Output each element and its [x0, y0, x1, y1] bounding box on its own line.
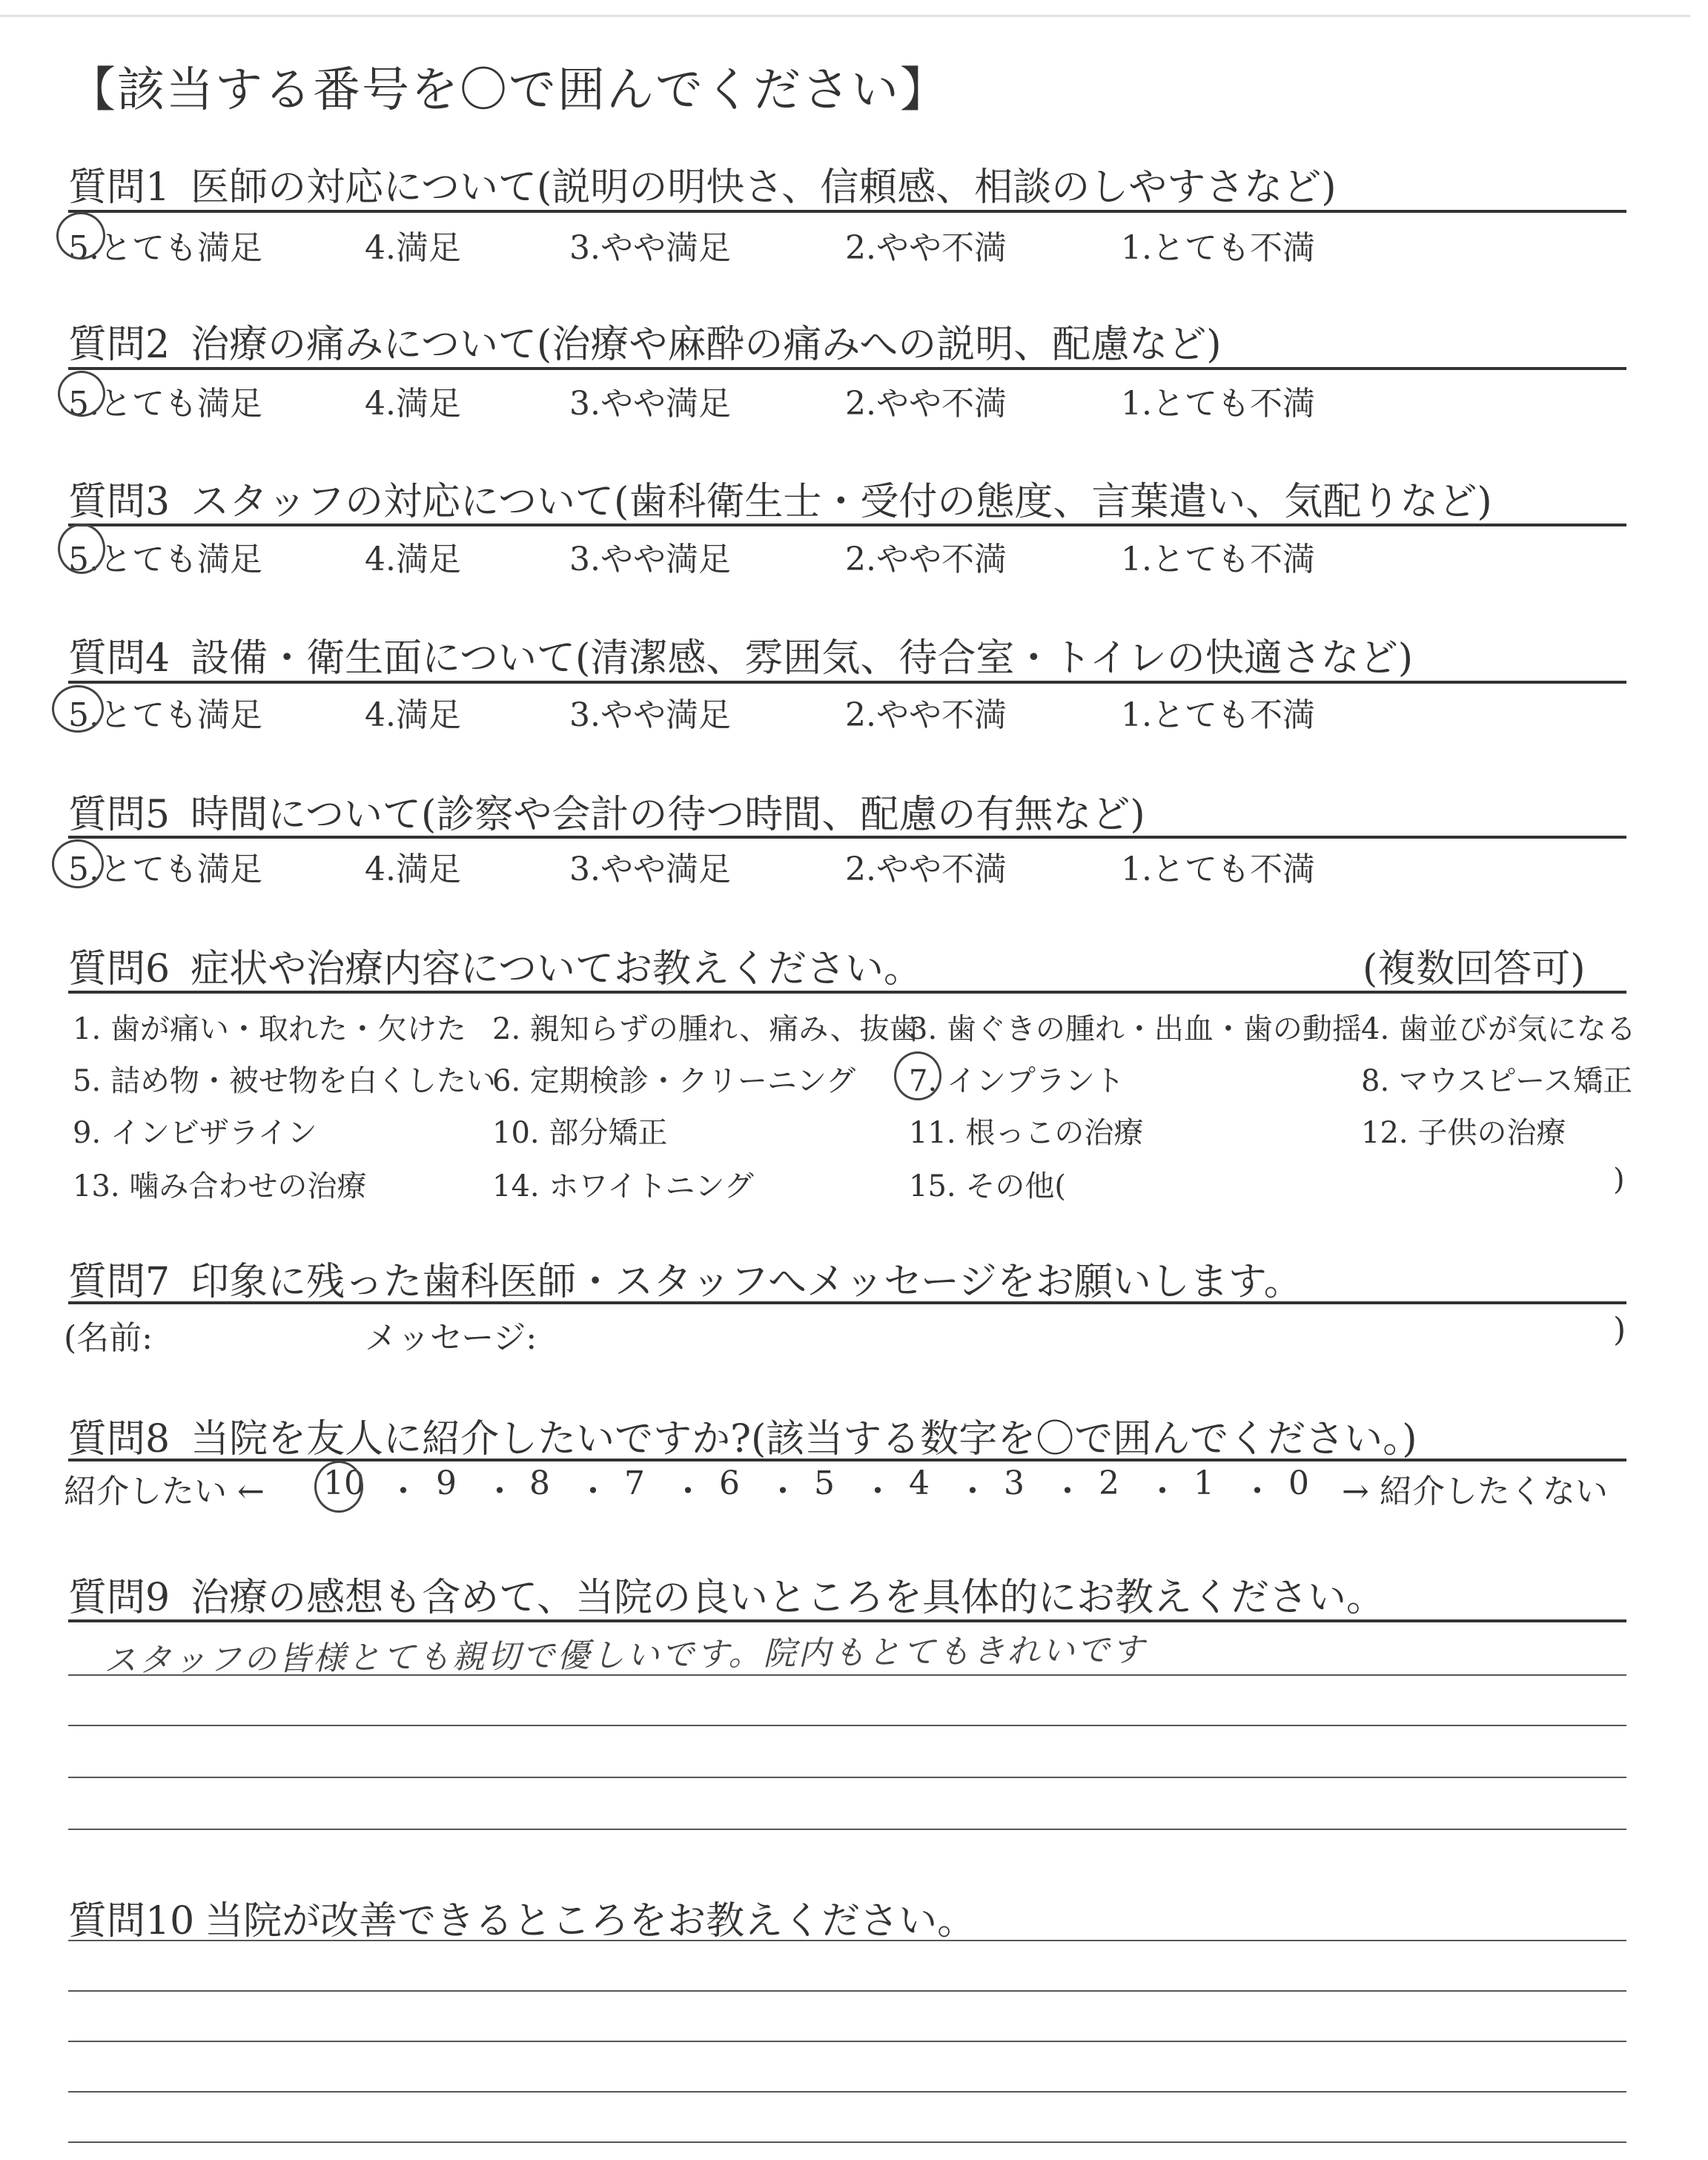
option-5[interactable]: 5.とても満足: [68, 696, 262, 734]
scale-dot: ・: [767, 1473, 799, 1510]
question-7: [68, 1250, 1302, 1306]
question-number: 質問4: [68, 636, 171, 681]
not-recommend-label: → 紹介したくない: [1342, 1473, 1608, 1510]
question-3: [68, 470, 1492, 526]
option-1[interactable]: 1.とても不満: [1121, 229, 1315, 267]
scale-dot: ・: [672, 1473, 704, 1510]
question-text: 治療の痛みについて(治療や麻酔の痛みへの説明、配慮など): [191, 323, 1222, 367]
question-number: 質問8: [68, 1417, 171, 1462]
writing-line: [68, 2091, 1626, 2093]
selection-circle: [894, 1051, 941, 1100]
option-5[interactable]: 5.とても満足: [68, 541, 262, 578]
scale-10[interactable]: 10: [323, 1464, 365, 1502]
scale-dot: ・: [483, 1473, 516, 1510]
question-text: 時間について(診察や会計の待つ時間、配慮の有無など): [191, 793, 1145, 837]
option-2[interactable]: 2.やや不満: [845, 229, 1007, 267]
option-implant[interactable]: 7. インプラント: [909, 1064, 1125, 1098]
scale-5[interactable]: 5: [814, 1464, 835, 1502]
scale-7[interactable]: 7: [624, 1464, 645, 1502]
divider: [68, 836, 1626, 839]
question-text: スタッフの対応について(歯科衛生士・受付の態度、言葉遣い、気配りなど): [191, 480, 1492, 524]
option-2[interactable]: 2.やや不満: [845, 385, 1007, 423]
divider: [68, 1301, 1626, 1304]
option-checkup[interactable]: 6. 定期検診・クリーニング: [492, 1064, 856, 1098]
option-mouthpiece[interactable]: 8. マウスピース矯正: [1361, 1064, 1633, 1098]
scale-8[interactable]: 8: [529, 1464, 550, 1502]
question-text: 医師の対応について(説明の明快さ、信頼感、相談のしやすさなど): [191, 165, 1337, 210]
divider: [68, 1459, 1626, 1462]
question-text: 設備・衛生面について(清潔感、雰囲気、待合室・トイレの快適さなど): [191, 636, 1414, 681]
question-number: 質問3: [68, 480, 171, 524]
page-title: 【該当する番号を〇で囲んでください】: [68, 63, 949, 118]
scan-edge: [0, 15, 1690, 17]
question-6: [68, 937, 922, 993]
question-number: 質問10: [68, 1899, 195, 1943]
question-2: [68, 313, 1222, 369]
selection-circle: [52, 685, 104, 733]
option-3[interactable]: 3.やや満足: [569, 229, 731, 267]
option-other-close: ): [1613, 1163, 1625, 1197]
scale-dot: ・: [1146, 1473, 1179, 1510]
writing-line: [68, 1777, 1626, 1778]
option-4[interactable]: 4.満足: [365, 851, 461, 888]
multiple-answers-note: (複数回答可): [1363, 947, 1586, 991]
question-1: [68, 156, 1337, 211]
divider: [68, 524, 1626, 526]
divider: [68, 1619, 1626, 1622]
option-1[interactable]: 1.とても不満: [1121, 385, 1315, 423]
option-child[interactable]: 12. 子供の治療: [1361, 1116, 1566, 1150]
question-text: 印象に残った歯科医師・スタッフへメッセージをお願いします。: [191, 1260, 1302, 1304]
writing-line: [68, 1829, 1626, 1830]
scale-dot: ・: [861, 1473, 894, 1510]
option-1[interactable]: 1.とても不満: [1121, 696, 1315, 734]
divider: [68, 367, 1626, 370]
question-number: 質問9: [68, 1576, 171, 1620]
question-8: [68, 1407, 1417, 1463]
writing-line: [68, 1940, 1626, 1941]
scale-dot: ・: [387, 1473, 420, 1510]
question-9: [68, 1566, 1385, 1622]
option-root-canal[interactable]: 11. 根っこの治療: [909, 1116, 1144, 1150]
question-number: 質問2: [68, 323, 171, 367]
option-3[interactable]: 3.やや満足: [569, 851, 731, 888]
option-5[interactable]: 5.とても満足: [68, 229, 262, 267]
scale-dot: ・: [956, 1473, 989, 1510]
scale-0[interactable]: 0: [1288, 1464, 1309, 1502]
divider: [68, 681, 1626, 684]
writing-line: [68, 1725, 1626, 1726]
option-invisalign[interactable]: 9. インビザライン: [73, 1116, 317, 1150]
message-close: ): [1613, 1311, 1626, 1349]
selection-circle: [58, 371, 105, 417]
option-whitening[interactable]: 14. ホワイトニング: [492, 1169, 754, 1203]
question-5: [68, 783, 1145, 839]
scale-9[interactable]: 9: [436, 1464, 457, 1502]
option-2[interactable]: 2.やや不満: [845, 851, 1007, 888]
option-whitening-fillings[interactable]: 5. 詰め物・被せ物を白くしたい: [73, 1064, 496, 1098]
recommend-label: 紹介したい ←: [64, 1473, 265, 1510]
option-4[interactable]: 4.満足: [365, 541, 461, 578]
scale-2[interactable]: 2: [1099, 1464, 1119, 1502]
scale-1[interactable]: 1: [1194, 1464, 1214, 1502]
option-3[interactable]: 3.やや満足: [569, 541, 731, 578]
writing-line: [68, 2041, 1626, 2042]
scale-4[interactable]: 4: [909, 1464, 930, 1502]
question-text: 症状や治療内容についてお教えください。: [191, 947, 923, 991]
scale-dot: ・: [577, 1473, 609, 1510]
option-5[interactable]: 5.とても満足: [68, 851, 262, 888]
question-number: 質問6: [68, 947, 171, 991]
message-field-label[interactable]: メッセージ:: [365, 1319, 537, 1357]
selection-circle: [52, 839, 104, 888]
question-10: [68, 1889, 976, 1945]
selection-circle: [58, 524, 105, 574]
question-number: 質問5: [68, 793, 171, 837]
handwritten-answer[interactable]: スタッフの皆様とても親切で優しいです。院内もとてもきれいです: [103, 1631, 1147, 1680]
selection-circle: [56, 212, 105, 260]
option-bite[interactable]: 13. 噛み合わせの治療: [73, 1169, 367, 1203]
option-5[interactable]: 5.とても満足: [68, 385, 262, 423]
option-alignment[interactable]: 4. 歯並びが気になる: [1361, 1012, 1636, 1046]
scale-6[interactable]: 6: [719, 1464, 740, 1502]
option-4[interactable]: 4.満足: [365, 229, 461, 267]
option-2[interactable]: 2.やや不満: [845, 541, 1007, 578]
option-2[interactable]: 2.やや不満: [845, 696, 1007, 734]
option-1[interactable]: 1.とても不満: [1121, 541, 1315, 578]
divider: [68, 210, 1626, 213]
writing-line: [68, 2141, 1626, 2143]
writing-line: [68, 1990, 1626, 1992]
option-4[interactable]: 4.満足: [365, 385, 461, 423]
option-3[interactable]: 3.やや満足: [569, 385, 731, 423]
option-1[interactable]: 1.とても不満: [1121, 851, 1315, 888]
scale-dot: ・: [1051, 1473, 1084, 1510]
option-other[interactable]: 15. その他(: [909, 1169, 1066, 1203]
scale-dot: ・: [1241, 1473, 1274, 1510]
option-wisdom-tooth[interactable]: 2. 親知らずの腫れ、痛み、抜歯: [492, 1012, 919, 1046]
divider: [68, 991, 1626, 994]
option-3[interactable]: 3.やや満足: [569, 696, 731, 734]
question-text: 治療の感想も含めて、当院の良いところを具体的にお教えください。: [191, 1576, 1386, 1620]
option-toothache[interactable]: 1. 歯が痛い・取れた・欠けた: [73, 1012, 466, 1046]
option-partial-ortho[interactable]: 10. 部分矯正: [492, 1116, 668, 1150]
option-4[interactable]: 4.満足: [365, 696, 461, 734]
question-number: 質問7: [68, 1260, 171, 1304]
question-number: 質問1: [68, 165, 171, 210]
question-text: 当院を友人に紹介したいですか?(該当する数字を〇で囲んでください。): [191, 1417, 1417, 1462]
writing-line: [68, 1674, 1626, 1676]
question-text: 当院が改善できるところをお教えください。: [205, 1899, 976, 1943]
name-field-label[interactable]: (名前:: [64, 1319, 153, 1357]
selection-circle: [314, 1461, 363, 1513]
question-4: [68, 627, 1413, 682]
scale-3[interactable]: 3: [1004, 1464, 1025, 1502]
option-gum[interactable]: 3. 歯ぐきの腫れ・出血・歯の動揺: [909, 1012, 1362, 1046]
